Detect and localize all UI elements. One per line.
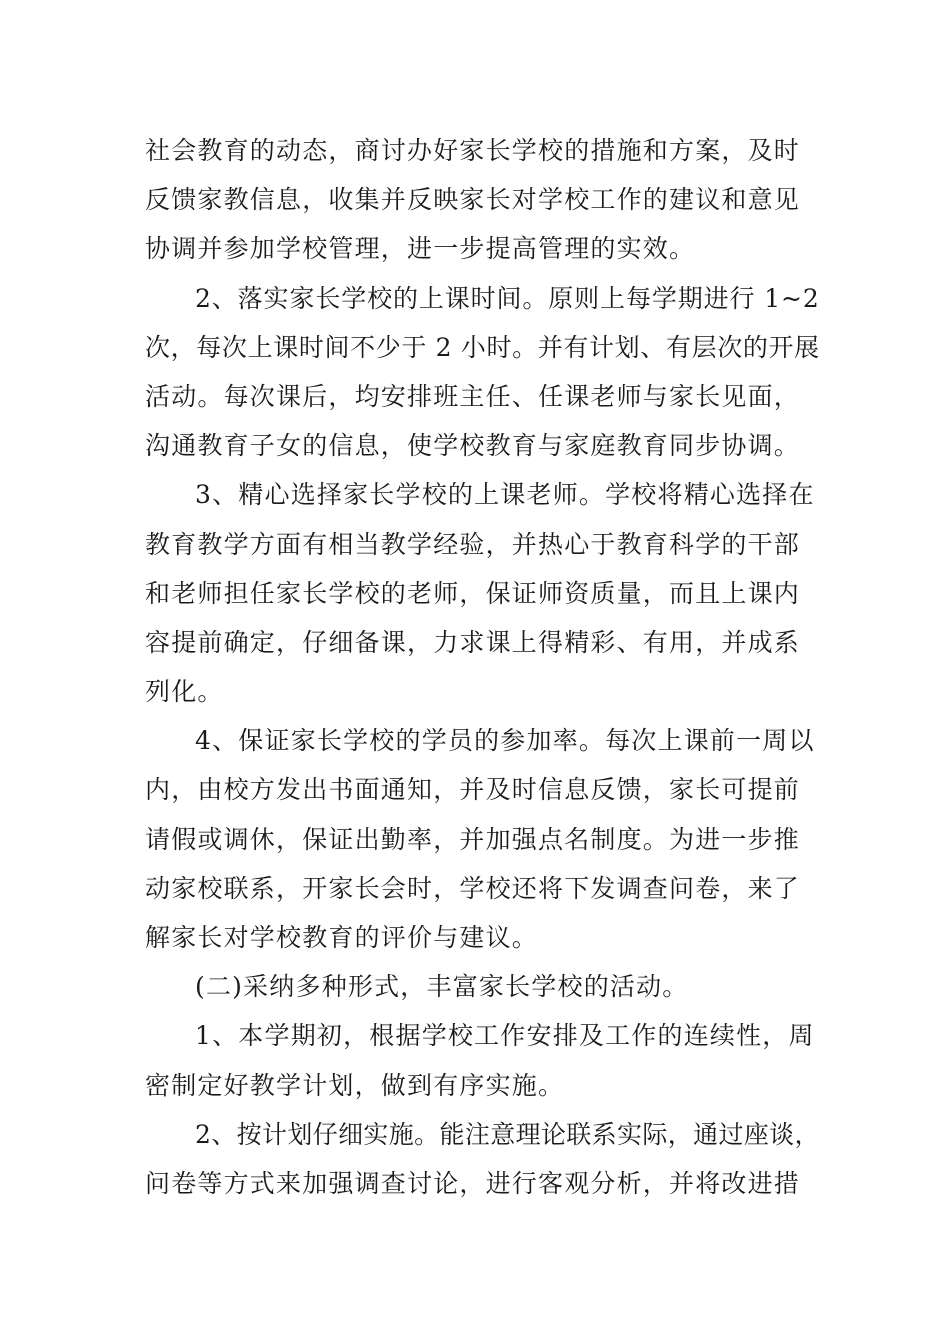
text-line: 反馈家教信息，收集并反映家长对学校工作的建议和意见 bbox=[145, 185, 801, 215]
section-heading: (二)采纳多种形式，丰富家长学校的活动。 bbox=[195, 972, 689, 1002]
paragraph-6-first-line: 2、按计划仔细实施。能注意理论联系实际，通过座谈， bbox=[195, 1119, 820, 1149]
paragraph-4-first-line: 4、保证家长学校的学员的参加率。每次上课前一周以 bbox=[195, 726, 815, 756]
text-line: 密制定好教学计划，做到有序实施。 bbox=[145, 1070, 565, 1100]
text-line: 内，由校方发出书面通知，并及时信息反馈，家长可提前 bbox=[145, 775, 801, 805]
text-line: 沟通教育子女的信息，使学校教育与家庭教育同步协调。 bbox=[145, 431, 801, 461]
text-line: 容提前确定，仔细备课，力求课上得精彩、有用，并成系 bbox=[145, 627, 801, 657]
text-line: 次，每次上课时间不少于 2 小时。并有计划、有层次的开展 bbox=[145, 332, 820, 362]
text-line: 协调并参加学校管理，进一步提高管理的实效。 bbox=[145, 234, 696, 264]
text-line: 教育教学方面有相当教学经验，并热心于教育科学的干部 bbox=[145, 529, 801, 559]
text-line: 请假或调休，保证出勤率，并加强点名制度。为进一步推 bbox=[145, 824, 801, 854]
text-line: 动家校联系，开家长会时，学校还将下发调查问卷，来了 bbox=[145, 873, 801, 903]
paragraph-3-first-line: 3、精心选择家长学校的上课老师。学校将精心选择在 bbox=[195, 480, 815, 510]
document-body bbox=[145, 126, 825, 1208]
text-line: 社会教育的动态，商讨办好家长学校的措施和方案，及时 bbox=[145, 136, 801, 165]
paragraph-5-first-line: 1、本学期初，根据学校工作安排及工作的连续性，周 bbox=[195, 1021, 815, 1051]
text-line: 和老师担任家长学校的老师，保证师资质量，而且上课内 bbox=[145, 578, 801, 608]
text-line: 问卷等方式来加强调查讨论，进行客观分析，并将改进措 bbox=[145, 1168, 801, 1198]
text-line: 活动。每次课后，均安排班主任、任课老师与家长见面， bbox=[145, 381, 801, 411]
text-line: 解家长对学校教育的评价与建议。 bbox=[145, 923, 539, 952]
paragraph-2-first-line: 2、落实家长学校的上课时间。原则上每学期进行 1~2 bbox=[195, 283, 820, 313]
text-line: 列化。 bbox=[145, 677, 224, 707]
